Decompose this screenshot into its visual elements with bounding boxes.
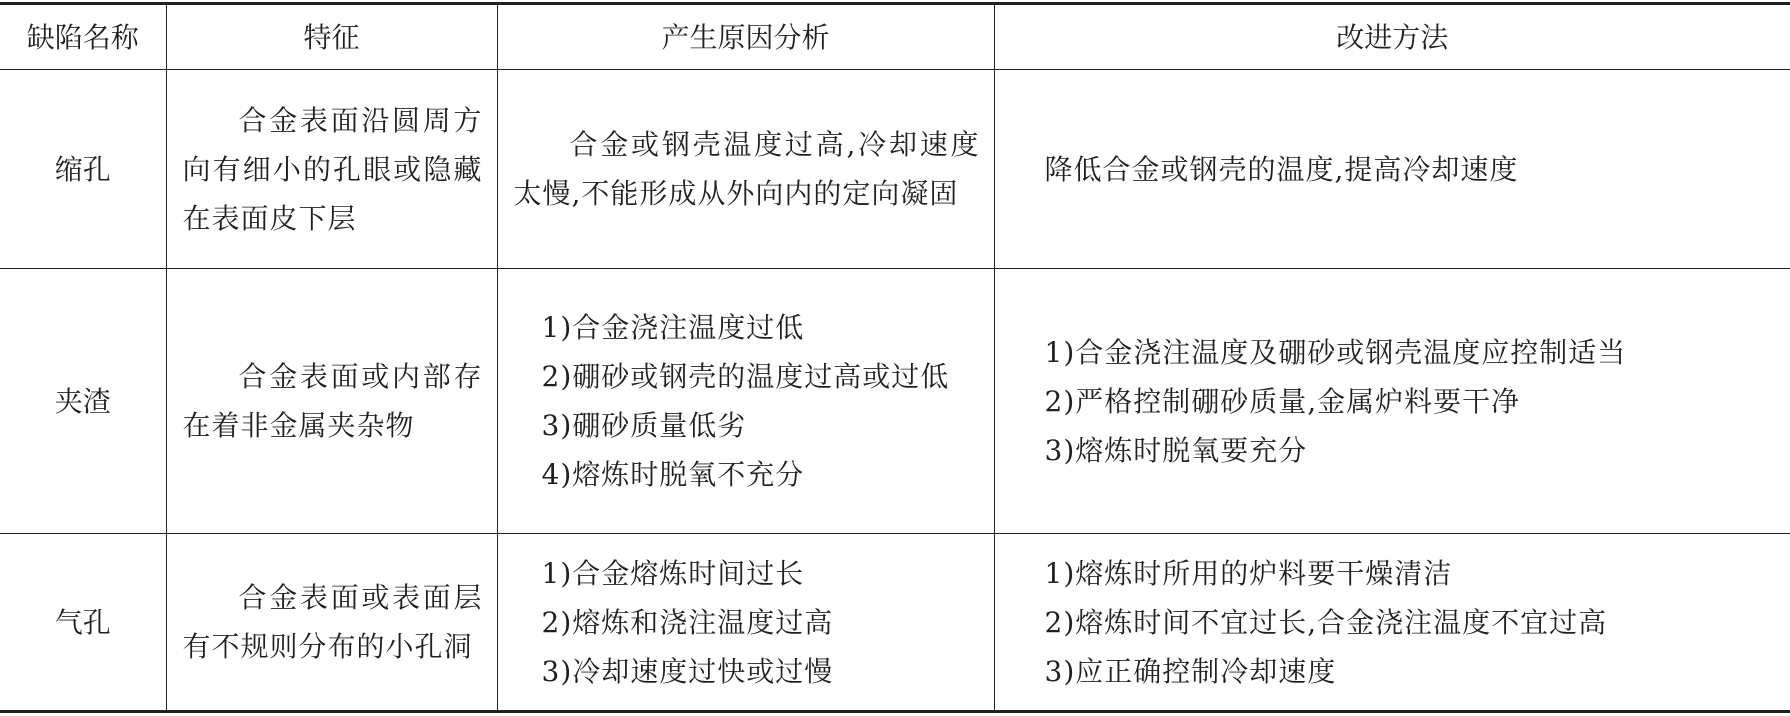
- improve-item: 2)严格控制硼砂质量,金属炉料要干净: [1044, 384, 1521, 418]
- header-defect-name: 缺陷名称: [0, 4, 166, 70]
- feature-text: 合金表面沿圆周方向有细小的孔眼或隐藏在表面皮下层: [182, 103, 483, 235]
- defect-name-cell: 缩孔: [0, 70, 166, 269]
- defect-name-cell: 夹渣: [0, 269, 166, 534]
- header-row: [0, 4, 1790, 70]
- cause-item: 2)硼砂或钢壳的温度过高或过低: [541, 360, 950, 393]
- improve-text: 降低合金或钢壳的温度,提高冷却速度: [1044, 152, 1519, 186]
- cause-item: 3)冷却速度过快或过慢: [541, 654, 834, 688]
- cause-cell: [497, 70, 994, 269]
- cause-cell: [497, 269, 994, 534]
- header-feature: 特征: [166, 4, 497, 70]
- improve-item: 1)合金浇注温度及硼砂或钢壳温度应控制适当: [1044, 335, 1627, 369]
- cause-item: 1)合金浇注温度过低: [541, 311, 805, 344]
- feature-text: 合金表面或表面层有不规则分布的小孔洞: [182, 581, 483, 663]
- improve-item: 1)熔炼时所用的炉料要干燥清洁: [1044, 556, 1453, 590]
- defect-table: [0, 2, 1790, 713]
- improve-item: 3)应正确控制冷却速度: [1044, 654, 1337, 688]
- feature-text: 合金表面或内部存在着非金属夹杂物: [182, 360, 483, 442]
- cause-item: 3)硼砂质量低劣: [541, 409, 747, 442]
- improve-cell: [994, 70, 1790, 269]
- feature-cell: [166, 70, 497, 269]
- cause-cell: [497, 534, 994, 712]
- table-row: [0, 534, 1790, 712]
- cause-item: 2)熔炼和浇注温度过高: [541, 605, 834, 639]
- feature-cell: [166, 534, 497, 712]
- header-improvement: 改进方法: [994, 4, 1790, 70]
- table-row: [0, 70, 1790, 269]
- improve-cell: [994, 269, 1790, 534]
- cause-item: 4)熔炼时脱氧不充分: [541, 458, 805, 491]
- table-row: [0, 269, 1790, 534]
- cause-item: 1)合金熔炼时间过长: [541, 556, 805, 590]
- feature-cell: [166, 269, 497, 534]
- header-cause: 产生原因分析: [497, 4, 994, 70]
- improve-item: 2)熔炼时间不宜过长,合金浇注温度不宜过高: [1044, 605, 1608, 639]
- cause-text: 合金或钢壳温度过高,冷却速度太慢,不能形成从外向内的定向凝固: [513, 128, 980, 210]
- defect-name-cell: 气孔: [0, 534, 166, 712]
- improve-item: 3)熔炼时脱氧要充分: [1044, 433, 1308, 467]
- improve-cell: [994, 534, 1790, 712]
